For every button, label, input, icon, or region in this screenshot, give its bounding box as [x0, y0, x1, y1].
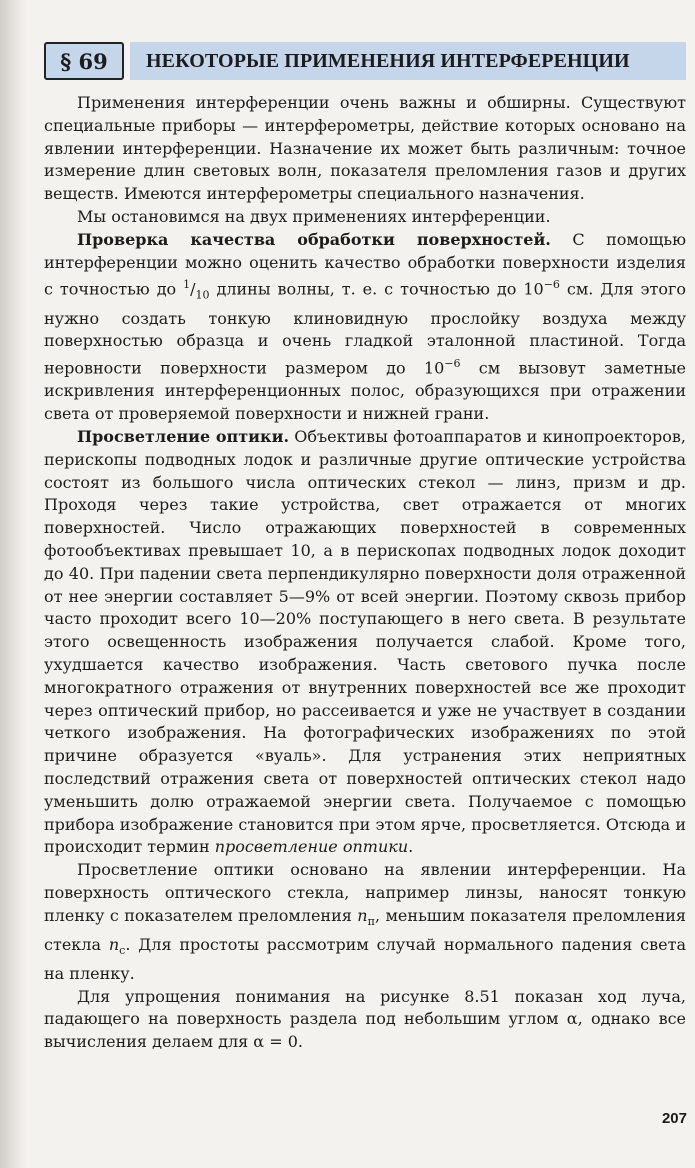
paragraph-intro: Применения интерференции очень важны и обширны. Существуют специальные приборы — интерферометры, действие которых основано на явлении интерференции. Назначение их может быть различным: точное измерение длин световых волн, показателя преломления газов и других веществ. Имеются интерферометры специального назначения.: [44, 93, 686, 204]
body-text: [44, 92, 686, 1054]
run-in-heading: Просветление оптики.: [77, 427, 290, 446]
exponent: −6: [543, 278, 560, 292]
paragraph-surface-check: Проверка качества обработки поверхностей. С помощью интерференции можно оценить качество обработки поверхности изделия с точностью до $^1/_{10}$ длины волны, т. е. с точностью до $10^{-6}$ см. Для этого нужно создать тонкую клиновидную прослойку воздуха между поверхностью образца и очень гладкой эталонной пластиной. Тогда неровности поверхности размером до $10^{-6}$ см вызовут заметные искривления интерференционных полос, образующихся при отражении света от проверяемой поверхности и нижней грани.: [44, 229, 687, 424]
paragraph-coating-principle: Просветление оптики основано на явлении интерференции. На поверхность оптического стекла, например линзы, наносят тонкую пленку с показателем преломления $n_п$, меньшим показателя преломления стекла $n_с$. Для простоты рассмотрим случай нормального падения света на пленку.: [44, 860, 686, 983]
section-header: [44, 42, 686, 82]
fraction-slash: /: [190, 279, 196, 299]
exponent: −6: [444, 357, 461, 371]
fraction-denominator: 10: [195, 288, 210, 302]
subscript: с: [119, 943, 126, 957]
section-title: НЕКОТОРЫЕ ПРИМЕНЕНИЯ ИНТЕРФЕРЕНЦИИ: [130, 42, 686, 80]
variable-n: n: [357, 905, 368, 925]
term-italic: просветление оптики: [214, 837, 409, 857]
paragraph-figure-ref: Для упрощения понимания на рисунке 8.51 показан ход луча, падающего на поверхность раздела под небольшим углом α, однако все вычисления делаем для α = 0.: [44, 986, 686, 1052]
paragraph-two-applications: Мы остановимся на двух применениях интерференции.: [77, 206, 551, 226]
paragraph-optics-coating: Просветление оптики. Объективы фотоаппаратов и кинопроекторов, перископы подводных лодок и различные другие оптические устройства состоят из большого числа оптических стекол — линз, призм и др. Проходя через такие устройства, свет отражается от многих поверхностей. Число отражающих поверхностей в современных фотообъективах превышает 10, а в перископах подводных лодок доходит до 40. При падении света перпендикулярно поверхности доля отраженной от нее энергии составляет 5—9% от всей энергии. Поэтому сквозь прибор часто проходит всего 10—20% поступающего в него света. В результате этого освещенность изображения получается слабой. Кроме того, ухудшается качество изображения. Часть светового пучка после многократного отражения от внутренних поверхностей все же проходит через оптический прибор, но рассеивается и уже не участвует в создании четкого изображения. На фотографических изображениях по этой причине образуется «вуаль». Для устранения этих неприятных последствий отражения света от поверхностей оптических стекол надо уменьшить долю отражаемой энергии света. Получаемое с помощью прибора изображение становится при этом ярче, просветляется. Отсюда и происходит термин просветление оптики.: [44, 427, 686, 857]
run-in-heading: Проверка качества обработки поверхностей.: [77, 229, 551, 249]
subscript: п: [367, 914, 375, 928]
page-number: 207: [661, 1110, 687, 1127]
fraction-numerator: 1: [183, 278, 191, 292]
page-gutter-shadow: [0, 0, 26, 1168]
variable-n: n: [108, 934, 120, 954]
section-number: § 69: [44, 42, 124, 80]
